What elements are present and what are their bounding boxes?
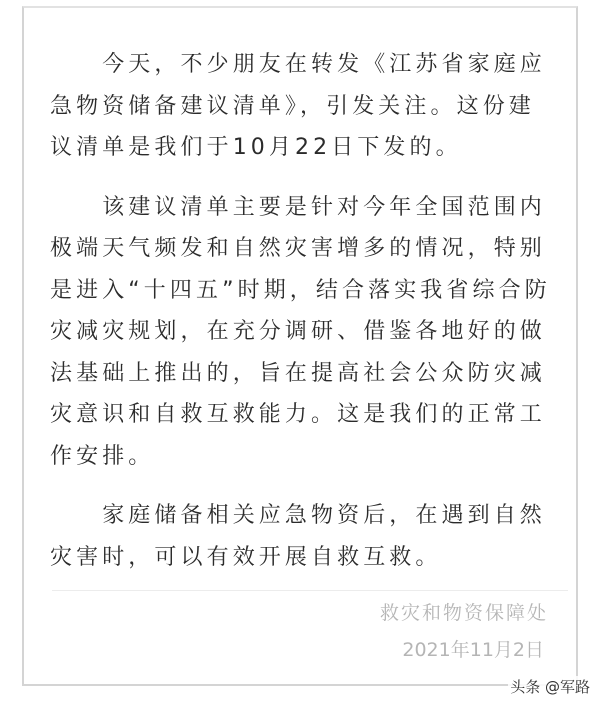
text-line: 灾减灾规划，在充分调研、借鉴各地好的做: [50, 319, 546, 344]
date: 2021年11月2日: [402, 639, 544, 661]
text-line: 极端天气频发和自然灾害增多的情况，特别: [50, 236, 546, 261]
text-line: 法基础上推出的，旨在提高社会公众防灾减: [50, 360, 546, 386]
text-line: 该建议清单主要是针对今年全国范围内: [50, 194, 546, 220]
paragraph-3: [50, 495, 560, 578]
signature: 救灾和物资保障处: [379, 602, 548, 624]
watermark: 头条 @军路: [510, 678, 590, 696]
divider: [52, 590, 568, 591]
text-line: 家庭储备相关应急物资后，在遇到自然: [50, 503, 546, 528]
text-line: 今天，不少朋友在转发《江苏省家庭应: [50, 52, 546, 77]
text-line: 灾害时，可以有效开展自救互救。: [50, 544, 442, 570]
paragraph-2: [50, 187, 560, 478]
text-line: 议清单是我们于10月22日下发的。: [50, 135, 462, 160]
text-line: 急物资储备建议清单》，引发关注。这份建: [50, 93, 535, 119]
document-body: [50, 44, 560, 596]
text-line: 是进入“十四五”时期，结合落实我省综合防: [50, 277, 551, 303]
paragraph-1: [50, 44, 560, 169]
text-line: 灾意识和自救互救能力。这是我们的正常工: [50, 402, 546, 427]
text-line: 作安排。: [50, 443, 155, 469]
